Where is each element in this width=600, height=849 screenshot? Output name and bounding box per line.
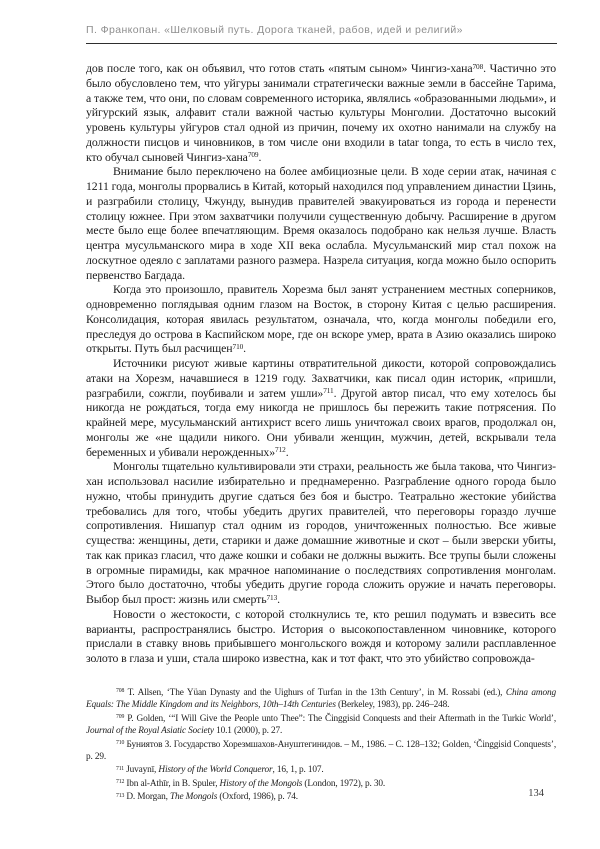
footnote: $^{712}$ Ibn al-Athīr, in B. Spuler, History of the Mongols (London, 1972), p. 30.: [116, 778, 386, 789]
footnote: $^{708}$ T. Allsen, ‘The Yüan Dynasty and the Uighurs of Turfan in the 13th Century’, in M. Rossabi (ed.), China among Equals: The Middle Kingdom and its Neighbors, 10th–14th Centuries (Berkeley, 1983), pp. 246–248.: [86, 688, 556, 711]
paragraph: Новости о жестокости, с которой столкнулись те, кто решил подумать и взвесить все варианты, распространялись быстро. История о высокопоставленном чиновнике, которого прислали в ставку вновь прибывшего монгольского вождя и которому залили расплавленное золото в глаза и уши, стала широко известна, как и тот факт, что это убийство сопровожда-: [86, 606, 556, 665]
paragraph: Монголы тщательно культивировали эти страхи, реальность же была такова, что Чингиз-хан использовал насилие избирательно и преднамеренно. Разграбление одного города было нужно, чтобы принудить другие сдаться без боя и быстро. Театрально жестокие убийства требовались для того, чтобы убедить других правителей, что переговоры гораздо лучше сопротивления. Нишапур стал одним из городов, уничтоженных полностью. Все живые существа: женщины, дети, старики и даже домашние животные и скот – были зверски убиты, так как приказ гласил, что даже кошки и собаки не должны выжить. Все трупы были сложены в огромные пирамиды, как мрачное напоминание о последствиях сопротивления монголам. Этого было достаточно, чтобы убедить другие города сложить оружие и начать переговоры. Выбор был прост: жизнь или смерть$^{713}$.: [86, 459, 556, 606]
footnote-ref: 711: [323, 386, 334, 396]
footnote: $^{709}$ P. Golden, ‘“I Will Give the People unto Thee”: The Činggisid Conquests and their Aftermath in the Turkic World’, Journal of the Royal Asiatic Society 10.1 (2000), p. 27.: [86, 713, 556, 737]
footnote-ref: 710: [116, 740, 125, 747]
footnote-ref: 709: [116, 714, 125, 721]
footnote-ref: 712: [275, 445, 286, 455]
footnote: $^{711}$ Juvaynī, History of the World Conqueror, 16, 1, p. 107.: [116, 765, 324, 776]
footnote-ref: 708: [472, 61, 484, 71]
footnote-ref: 708: [116, 688, 125, 695]
paragraph: дов после того, как он объявил, что готов стать «пятым сыном» Чингиз-хана$^{708}$. Частично это было обусловлено тем, что уйгуры занимали стратегически важные земли в бассейне Тарима, а также тем, что они, по словам современного историка, являлись «образованными людьми», и уйгурский язык, алфавит стали важной частью культуры Монголии. Достаточно высокий уровень культуры уйгуров стал одной из причин, почему их охотно нанимали на службу на должности писцов и чиновников, в том числе они входили в tatar tonga, то есть в число тех, кто обучал сыновей Чингиз-хана$^{709}$.: [86, 61, 556, 164]
page-header: [86, 24, 557, 36]
italic-title: The Mongols: [170, 792, 218, 803]
footnote-ref: 711: [116, 765, 124, 772]
footnote: $^{713}$ D. Morgan, The Mongols (Oxford, 1986), p. 74.: [116, 792, 298, 803]
footnote: $^{710}$ Буниятов З. Государство Хорезмшахов-Ануштегинидов. – М., 1986. – С. 128–132; Golden, ‘Činggisid Conquests’, p. 29.: [86, 739, 556, 763]
footnote-ref: 713: [116, 792, 125, 799]
footnotes: [86, 687, 556, 805]
footnote-ref: 710: [232, 341, 244, 351]
paragraph: Внимание было переключено на более амбициозные цели. В ходе серии атак, начиная с 1211 года, монголы прорвались в Китай, который находился под управлением династии Цзинь, и разграбили столицу, Чжунду, вынудив правителей эвакуироваться из города и перенести столицу южнее. При этом захватчики получили существенную добычу. Расширение в другом месте было еще более впечатляющим. Время оказалось подобрано как нельзя лучше. Власть центра мусульманского мира в ходе XII века ослабла. Мусульманский мир стал похож на лоскутное одеяло с заплатами разного размера. Назрела ситуация, когда можно было оспорить первенство Багдада.: [86, 164, 556, 282]
running-head-title: П. Франкопан. «Шелковый путь. Дорога тканей, рабов, идей и религий»: [86, 24, 463, 36]
footnote-ref: 713: [266, 592, 278, 602]
paragraph: Источники рисуют живые картины отвратительной дикости, которой сопровождались атаки на Хорезм, начавшиеся в 1219 году. Захватчики, как писал один историк, «пришли, разграбили, сожгли, поубивали и затем ушли»$^{711}$. Другой автор писал, что ему хотелось бы никогда не рождаться, тогда ему никогда не пришлось бы пережить такие потрясения. По крайней мере, мусульманский антихрист всего лишь уничтожал своих врагов, продолжал он, монголы же «не щадили никого. Они убивали женщин, мужчин, детей, вскрывали тела беременных и убивали нерожденных»$^{712}$.: [86, 356, 556, 459]
italic-title: China among Equals: The Middle Kingdom and its Neighbors, 10th–14th Centuries: [86, 688, 556, 711]
footnote-ref: 712: [116, 779, 125, 786]
italic-title: History of the World Conqueror: [158, 765, 273, 776]
italic-title: History of the Mongols: [219, 778, 303, 789]
italic-title: Journal of the Royal Asiatic Society: [86, 726, 214, 737]
header-divider: [86, 43, 557, 44]
footnote-ref: 709: [247, 150, 259, 160]
body-paragraphs: [86, 61, 556, 666]
page-number: 134: [528, 788, 544, 799]
paragraph: Когда это произошло, правитель Хорезма был занят устранением местных соперников, одновременно поглядывая одним глазом на Восток, в сторону Китая с целью расширения. Консолидация, которая явилась результатом, означала, что, когда монголы победили его, преследуя до острова в Каспийском море, где он вскоре умер, врата в Азию оказались широко открыты. Путь был расчищен$^{710}$.: [86, 282, 556, 356]
